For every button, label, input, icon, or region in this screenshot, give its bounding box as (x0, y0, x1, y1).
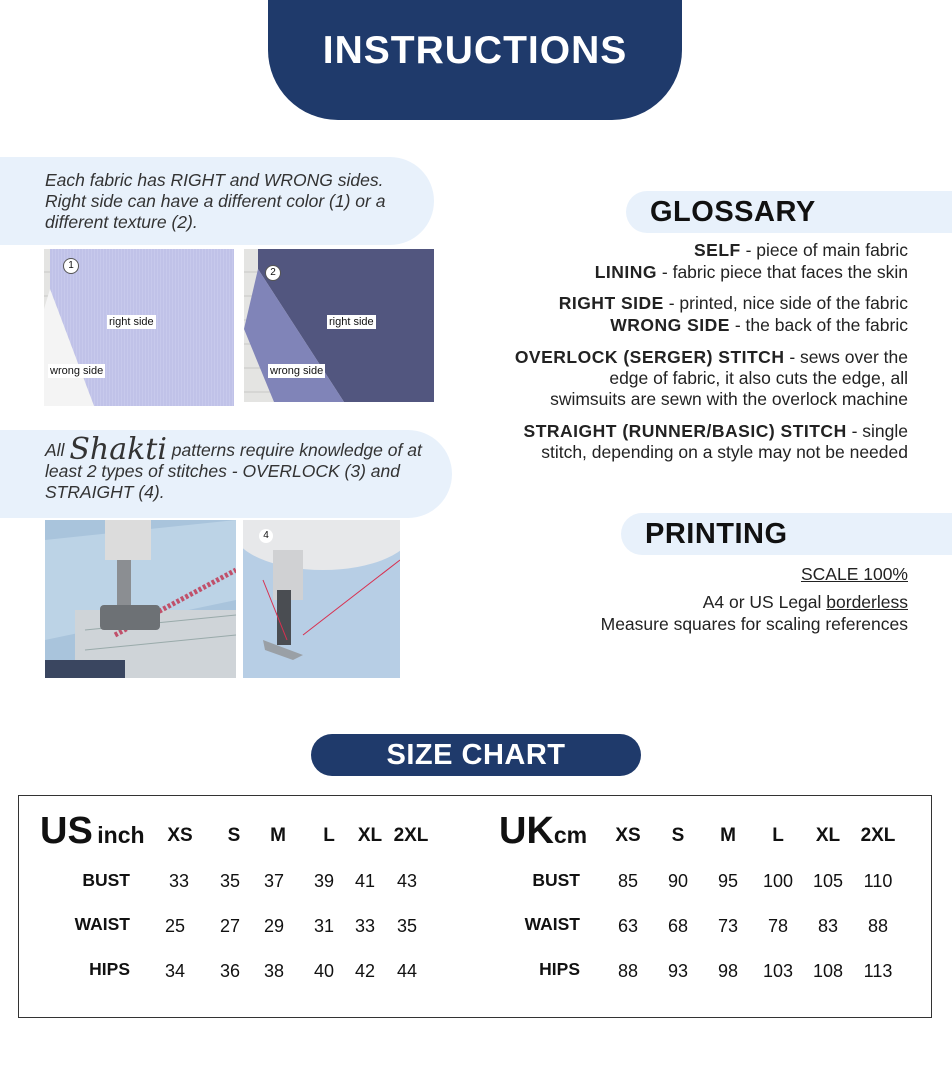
us-bust-l: 39 (313, 871, 335, 891)
us-bust-2xl: 43 (396, 871, 418, 891)
us-waist-xl: 33 (354, 916, 376, 936)
straight-stitch-photo (243, 520, 400, 678)
us-bust-s: 35 (219, 871, 241, 891)
us-row-bust-label: BUST (82, 870, 130, 890)
uk-waist-xs: 63 (617, 916, 639, 936)
us-waist-2xl: 35 (396, 916, 418, 936)
uk-waist-2xl: 88 (867, 916, 889, 936)
overlock-stitch-photo (45, 520, 236, 678)
uk-row-bust-label: BUST (532, 870, 580, 890)
glossary-title: GLOSSARY (650, 195, 816, 228)
uk-bust-s: 90 (667, 871, 689, 891)
uk-size-s: S (671, 825, 685, 846)
overlock-stitch-graphic (45, 520, 236, 678)
stitches-bubble (0, 430, 452, 518)
stitches-text (45, 432, 440, 503)
us-waist-s: 27 (219, 916, 241, 936)
uk-size-xs: XS (615, 825, 641, 846)
photo-number-4: 4 (259, 529, 273, 543)
uk-waist-s: 68 (667, 916, 689, 936)
stitches-text-after: patterns require knowledge of at least 2 types of stitches - OVERLOCK (3) and STRAIGHT (4). (45, 440, 422, 502)
uk-hips-m: 98 (717, 961, 739, 981)
us-bust-xl: 41 (354, 871, 376, 891)
us-hips-m: 38 (263, 961, 285, 981)
page-title: INSTRUCTIONS (322, 29, 628, 72)
us-row-waist-label: WAIST (74, 914, 130, 934)
uk-bust-m: 95 (717, 871, 739, 891)
photo-number-2: 2 (265, 265, 281, 281)
glossary-heading-pill (626, 191, 952, 233)
size-chart-heading (311, 734, 641, 776)
fabric-photo-texture (244, 249, 434, 402)
uk-row-waist-label: WAIST (524, 914, 580, 934)
us-size-m: M (270, 825, 286, 846)
fabric-sides-text: Each fabric has RIGHT and WRONG sides. Right side can have a different color (1) or a different texture (2). (45, 170, 386, 232)
size-chart-title: SIZE CHART (386, 738, 566, 771)
us-waist-xs: 25 (164, 916, 186, 936)
printing-paper: A4 or US Legal borderless (702, 592, 908, 612)
us-hips-xs: 34 (164, 961, 186, 981)
us-row-hips-label: HIPS (89, 959, 130, 979)
us-size-xl: XL (357, 825, 383, 846)
us-size-xs: XS (167, 825, 193, 846)
uk-bust-l: 100 (762, 871, 794, 891)
us-waist-l: 31 (313, 916, 335, 936)
uk-waist-m: 73 (717, 916, 739, 936)
us-size-s: S (227, 825, 241, 846)
photo-number-1: 1 (63, 258, 79, 274)
us-bust-xs: 33 (168, 871, 190, 891)
uk-hips-xl: 108 (812, 961, 844, 981)
printing-scale: SCALE 100% (800, 564, 908, 584)
uk-hips-xs: 88 (617, 961, 639, 981)
printing-title: PRINTING (645, 517, 788, 550)
us-bust-m: 37 (263, 871, 285, 891)
wrong-side-label: wrong side (270, 365, 324, 377)
straight-stitch-graphic (243, 520, 400, 678)
uk-unit-label: UKcm (499, 810, 588, 852)
us-size-l: L (323, 825, 335, 846)
us-hips-2xl: 44 (396, 961, 418, 981)
uk-waist-l: 78 (767, 916, 789, 936)
uk-size-m: M (720, 825, 736, 846)
glossary-wrong-side: WRONG SIDE - the back of the fabric (610, 315, 908, 335)
uk-bust-2xl: 110 (863, 871, 893, 891)
us-unit-label: US inch (40, 810, 145, 852)
fabric-sides-bubble (0, 157, 434, 245)
uk-bust-xs: 85 (617, 871, 639, 891)
us-hips-l: 40 (313, 961, 335, 981)
right-side-label: right side (329, 316, 374, 328)
glossary-lining: LINING - fabric piece that faces the skin (594, 262, 908, 282)
glossary-overlock: OVERLOCK (SERGER) STITCH - sews over the edge of fabric, it also cuts the edge, all swimsuits are sewn with the overlock machine (514, 347, 908, 409)
glossary-straight: STRAIGHT (RUNNER/BASIC) STITCH - single stitch, depending on a style may not be needed (523, 421, 908, 462)
header-tab (268, 0, 682, 120)
right-side-label: right side (109, 316, 154, 328)
us-hips-s: 36 (219, 961, 241, 981)
brand-logo: Shakti (69, 432, 167, 467)
uk-size-2xl: 2XL (860, 825, 896, 846)
uk-hips-l: 103 (762, 961, 794, 981)
printing-measure: Measure squares for scaling references (600, 614, 908, 634)
us-waist-m: 29 (263, 916, 285, 936)
fabric-photo-color (44, 249, 234, 406)
stitches-text-before: All (45, 440, 65, 460)
uk-waist-xl: 83 (817, 916, 839, 936)
uk-size-xl: XL (815, 825, 841, 846)
printing-heading-pill (621, 513, 952, 555)
uk-hips-s: 93 (667, 961, 689, 981)
glossary-self: SELF - piece of main fabric (693, 240, 908, 260)
uk-bust-xl: 105 (812, 871, 844, 891)
wrong-side-label: wrong side (50, 365, 104, 377)
uk-size-l: L (772, 825, 784, 846)
glossary-right-side: RIGHT SIDE - printed, nice side of the fabric (558, 293, 908, 313)
us-size-2xl: 2XL (393, 825, 429, 846)
uk-hips-2xl: 113 (863, 961, 893, 981)
uk-row-hips-label: HIPS (539, 959, 580, 979)
us-hips-xl: 42 (354, 961, 376, 981)
